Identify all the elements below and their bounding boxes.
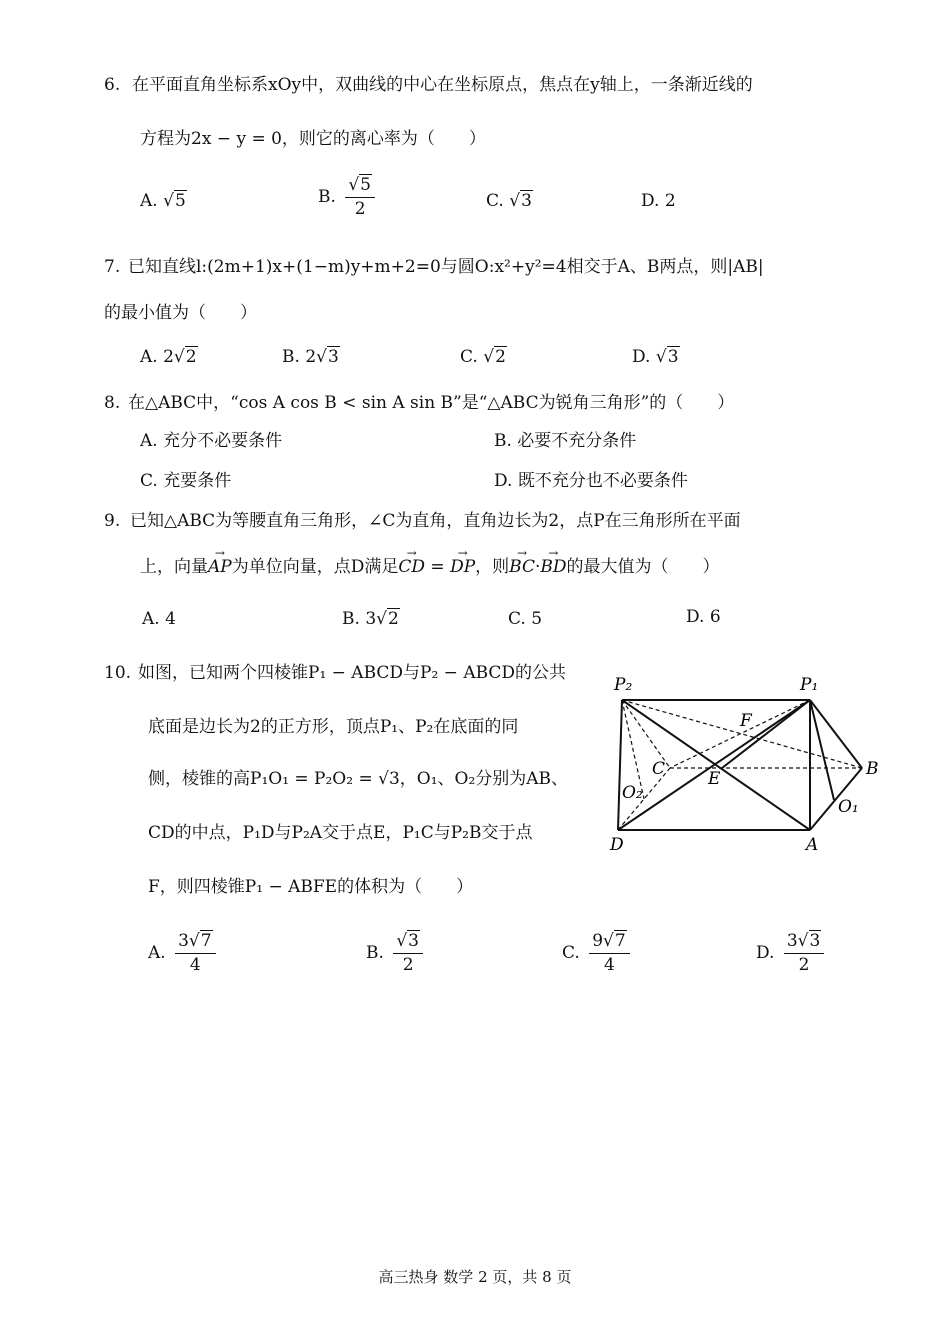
q6-option-d: D. 2	[641, 191, 676, 211]
q8-option-a: A. 充分不必要条件	[140, 431, 283, 451]
page-footer: 高三热身 数学 2 页，共 8 页	[378, 1268, 572, 1286]
label-o1: O₁	[838, 797, 859, 817]
q6-option-c: C. √3	[486, 191, 532, 211]
q9-text-line1: 已知△ABC为等腰直角三角形，∠C为直角，直角边长为2，点P在三角形所在平面	[130, 511, 741, 531]
label-d: D	[610, 835, 624, 855]
vector-ap: → AP	[208, 556, 232, 578]
q9-text-line2: 上，向量→ AP为单位向量，点D满足→ CD = → DP，则→ BC·→ BD的最大值为（ ）	[140, 556, 720, 578]
q10-text-line5: F，则四棱锥P₁ − ABFE的体积为（ ）	[148, 877, 474, 897]
q8-option-c: C. 充要条件	[140, 471, 232, 491]
vector-cd: → CD	[398, 556, 425, 578]
q6-number: 6.	[104, 75, 121, 95]
q9-option-b: B. 3√2	[342, 609, 399, 629]
label-o2: O₂	[622, 783, 643, 803]
q9-option-c: C. 5	[508, 609, 543, 629]
fraction: $\frac{√3}{2}$	[393, 932, 423, 974]
pyramid-figure	[600, 670, 890, 870]
q7-option-d: D. √3	[632, 347, 679, 367]
q10-option-d: D. $\frac{3√3}{2}$	[756, 932, 824, 974]
fraction: $\frac{3√7}{4}$	[175, 932, 216, 974]
q9-number: 9.	[104, 511, 121, 531]
q7-option-a: A. 2√2	[140, 347, 197, 367]
q8-number: 8.	[104, 393, 121, 413]
label-c: C	[652, 759, 666, 779]
fraction: $\frac{9√7}{4}$	[589, 932, 630, 974]
label-p2: P₂	[614, 675, 633, 695]
label-f: F	[740, 711, 752, 731]
q6-option-a: A. √5	[140, 191, 186, 211]
q10-option-c: C. $\frac{9√7}{4}$	[562, 932, 630, 974]
q10-text-line4: CD的中点，P₁D与P₂A交于点E，P₁C与P₂B交于点	[148, 823, 533, 843]
q7-text-line1: 已知直线l:(2m+1)x+(1−m)y+m+2=0与圆O:x²+y²=4相交于A、B两点，则|AB|	[128, 257, 764, 277]
q6-text-line2: 方程为2x − y = 0，则它的离心率为（ ）	[140, 129, 486, 149]
label-p1: P₁	[800, 675, 819, 695]
q10-option-b: B. $\frac{√3}{2}$	[366, 932, 423, 974]
label-e: E	[708, 769, 721, 789]
q9-option-d: D. 6	[686, 607, 721, 627]
q7-text-line2: 的最小值为（ ）	[104, 303, 257, 323]
vector-dp: → DP	[450, 556, 475, 578]
q10-text-line3: 侧，棱锥的高P₁O₁ = P₂O₂ = √3，O₁、O₂分别为AB、	[148, 769, 569, 789]
vector-bc: → BC	[509, 556, 535, 578]
fraction: $\frac{√5}{2}$	[345, 176, 375, 218]
q8-option-b: B. 必要不充分条件	[494, 431, 637, 451]
q6-text-line1: 在平面直角坐标系xOy中，双曲线的中心在坐标原点，焦点在y轴上，一条渐近线的	[132, 75, 753, 95]
label-b: B	[866, 759, 879, 779]
q10-text-line1: 如图，已知两个四棱锥P₁ − ABCD与P₂ − ABCD的公共	[138, 663, 567, 683]
fraction: $\frac{3√3}{2}$	[784, 932, 825, 974]
label-a: A	[806, 835, 819, 855]
q9-option-a: A. 4	[142, 609, 176, 629]
sqrt-expression: √5	[163, 191, 186, 211]
q7-option-c: C. √2	[460, 347, 506, 367]
q8-text-line1: 在△ABC中，“cos A cos B < sin A sin B”是“△ABC为锐角三角形”的（ ）	[128, 393, 735, 413]
vector-bd: → BD	[540, 556, 566, 578]
q10-option-a: A. $\frac{3√7}{4}$	[148, 932, 216, 974]
q8-option-d: D. 既不充分也不必要条件	[494, 471, 688, 491]
q10-text-line2: 底面是边长为2的正方形，顶点P₁、P₂在底面的同	[148, 717, 519, 737]
q7-option-b: B. 2√3	[282, 347, 339, 367]
q10-number: 10.	[104, 663, 132, 683]
q6-option-b: B. $\frac{√5}{2}$	[318, 176, 375, 218]
q7-number: 7.	[104, 257, 121, 277]
